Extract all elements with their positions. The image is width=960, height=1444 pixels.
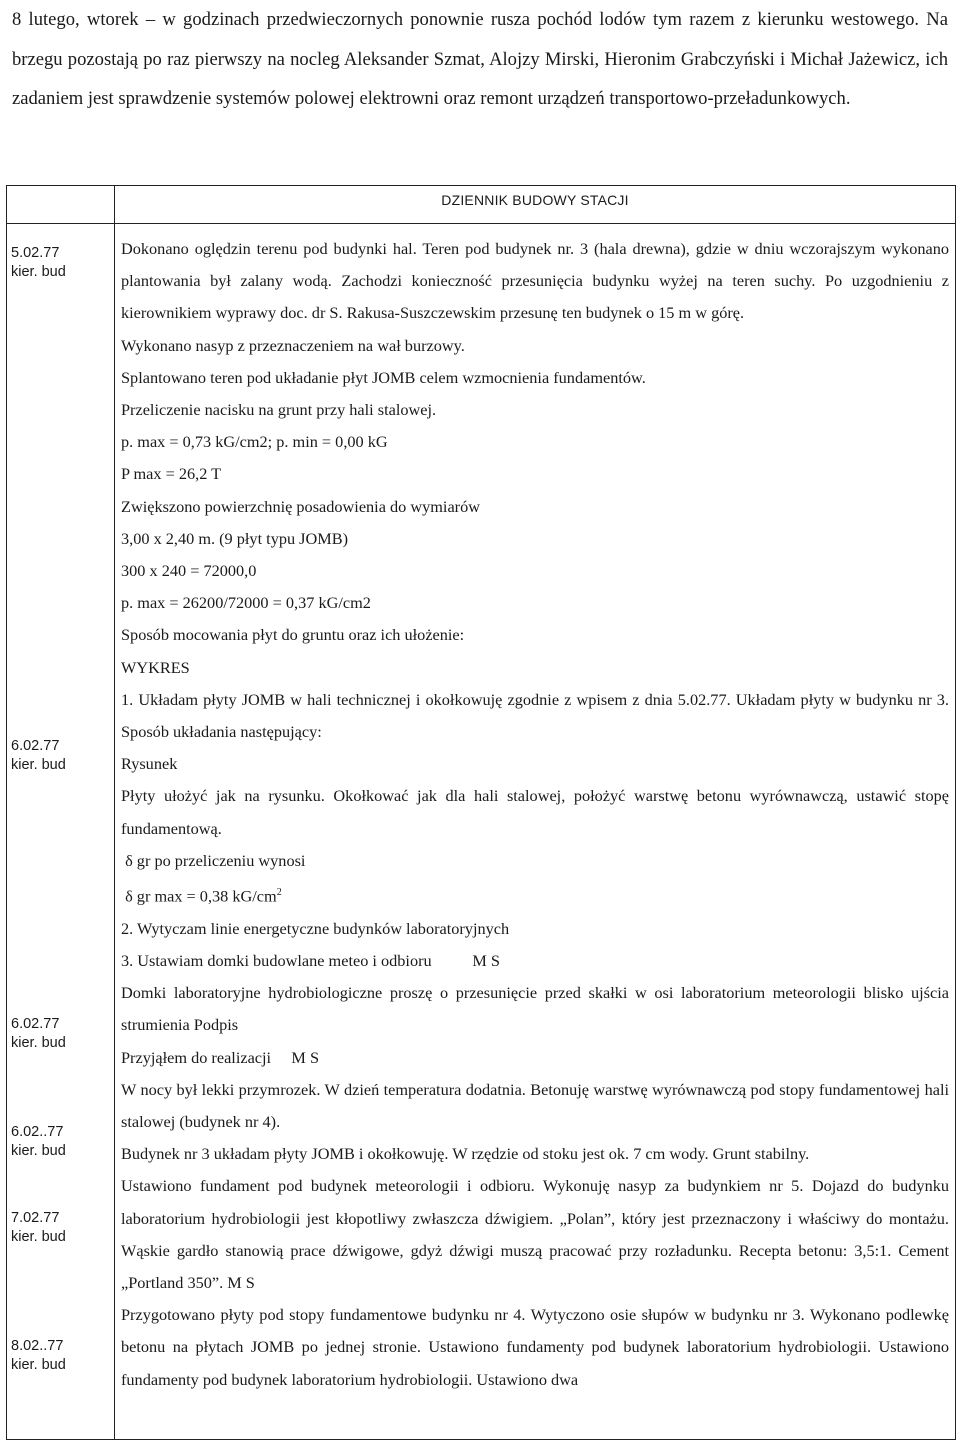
- journal-entries: [121, 233, 949, 1396]
- entry-text: Przeliczenie nacisku na grunt przy hali stalowej.: [121, 400, 437, 420]
- entry-text: Dokonano oględzin terenu pod budynki hal. Teren pod budynek nr. 3 (hala drewna), gdzie w dniu wczorajszym wykonano plantowania był zalany wodą. Zachodzi konieczność przesunięcia budynku wyżej na teren suchy. Po uzgodnieniu z kierownikiem wyprawy doc. dr S. Rakusa-Suszczewskim przesunę ten budynek o 15 m w górę.: [121, 239, 949, 323]
- entry-author: kier. bud: [11, 264, 66, 280]
- entry-text: Ustawiono fundament pod budynek meteorologii i odbioru. Wykonuję nasyp za budynkiem nr 5. Dojazd do budynku laboratorium hydrobiologii jest kłopotliwy zwłaszcza dźwigiem. „Polan”, który jest przeznaczony i właściwy do montażu. Wąskie gardło stanowią prace dźwigowe, gdyż dźwigi muszą pracować przy rozładunku. Recepta betonu: 3,5:1. Cement „Portland 350”. M S: [121, 1176, 949, 1292]
- entry-text: 1. Układam płyty JOMB w hali technicznej i okołkowuję zgodnie z wpisem z dnia 5.02.77. Układam płyty w budynku nr 3. Sposób układania następujący:: [121, 689, 949, 742]
- entry-text: Splantowano teren pod układanie płyt JOMB celem wzmocnienia fundamentów.: [121, 367, 646, 387]
- entry-date: 8.02..77: [11, 1338, 64, 1354]
- header-divider: [7, 223, 955, 224]
- entry-text: Płyty ułożyć jak na rysunku. Okołkować jak dla hali stalowej, położyć warstwę betonu wyrównawczą, ustawić stopę fundamentową.: [121, 786, 949, 838]
- construction-journal-table: [6, 185, 956, 1440]
- entry-text-with-superscript: [121, 877, 949, 913]
- date-entry: [11, 244, 66, 282]
- entry-author: kier. bud: [11, 757, 66, 773]
- column-divider: [114, 186, 115, 1439]
- entry-text: Domki laboratoryjne hydrobiologiczne proszę o przesunięcie przed skałki w osi laboratorium meteorologii blisko ujścia strumienia Podpis: [121, 983, 949, 1035]
- entry-text: Przyjąłem do realizacji M S: [121, 1047, 320, 1067]
- intro-text: [12, 0, 948, 119]
- date-entry: [11, 1209, 66, 1247]
- entry-date: 6.02..77: [11, 1124, 64, 1140]
- entry-text: Rysunek: [121, 754, 178, 774]
- entry-date: 6.02.77: [11, 738, 60, 754]
- entry-date: 6.02.77: [11, 1016, 60, 1032]
- entry-author: kier. bud: [11, 1035, 66, 1051]
- entry-text: p. max = 26200/72000 = 0,37 kG/cm2: [121, 593, 371, 613]
- entry-text: W nocy był lekki przymrozek. W dzień temperatura dodatnia. Betonuję warstwę wyrównawczą pod stopy fundamentowej hali stalowej (budynek nr 4).: [121, 1079, 949, 1131]
- date-entry: [11, 1123, 66, 1161]
- superscript: 2: [276, 887, 282, 899]
- intro-paragraph: 8 lutego, wtorek – w godzinach przedwieczornych ponownie rusza pochód lodów tym razem z kierunku westowego. Na brzegu pozostają po raz pierwszy na nocleg Aleksander Szmat, Alojzy Mirski, Hieronim Grabczyński i Michał Jażewicz, ich zadaniem jest sprawdzenie systemów polowej elektrowni oraz remont urządzeń transportowo-przeładunkowych.: [12, 9, 948, 109]
- entry-text: Budynek nr 3 układam płyty JOMB i okołkowuję. W rzędzie od stoku jest ok. 7 cm wody. Grunt stabilny.: [121, 1144, 810, 1164]
- entry-text: 300 x 240 = 72000,0: [121, 561, 257, 581]
- entry-text: p. max = 0,73 kG/cm2; p. min = 0,00 kG: [121, 432, 388, 452]
- entry-author: kier. bud: [11, 1229, 66, 1245]
- entry-text: δ gr po przeliczeniu wynosi: [121, 850, 306, 870]
- entry-date: 5.02.77: [11, 245, 60, 261]
- journal-title: DZIENNIK BUDOWY STACJI: [441, 192, 629, 208]
- entry-text: Wykonano nasyp z przeznaczeniem na wał burzowy.: [121, 335, 465, 355]
- entry-author: kier. bud: [11, 1143, 66, 1159]
- date-entry: [11, 1337, 66, 1375]
- entry-text: WYKRES: [121, 657, 190, 677]
- entry-date: 7.02.77: [11, 1210, 60, 1226]
- entry-text: 2. Wytyczam linie energetyczne budynków laboratoryjnych: [121, 918, 510, 938]
- entry-text: Przygotowano płyty pod stopy fundamentowe budynku nr 4. Wytyczono osie słupów w budynku nr 3. Wykonano podlewkę betonu na płytach JOMB po jednej stronie. Ustawiono fundamenty pod budynek laboratorium hydrobiologii. Ustawiono fundamenty pod budynek laboratorium hydrobiologii. Ustawiono dwa: [121, 1305, 949, 1389]
- date-entry: [11, 737, 66, 775]
- entry-text: Sposób mocowania płyt do gruntu oraz ich ułożenie:: [121, 625, 465, 645]
- entry-text: 3. Ustawiam domki budowlane meteo i odbioru M S: [121, 950, 500, 970]
- date-entry: [11, 1015, 66, 1053]
- entry-author: kier. bud: [11, 1357, 66, 1373]
- entry-text: 3,00 x 2,40 m. (9 płyt typu JOMB): [121, 528, 349, 548]
- entry-text: δ gr max = 0,38 kG/cm: [121, 886, 277, 906]
- entry-text: Zwiększono powierzchnię posadowienia do wymiarów: [121, 496, 480, 516]
- entry-text: P max = 26,2 T: [121, 464, 222, 484]
